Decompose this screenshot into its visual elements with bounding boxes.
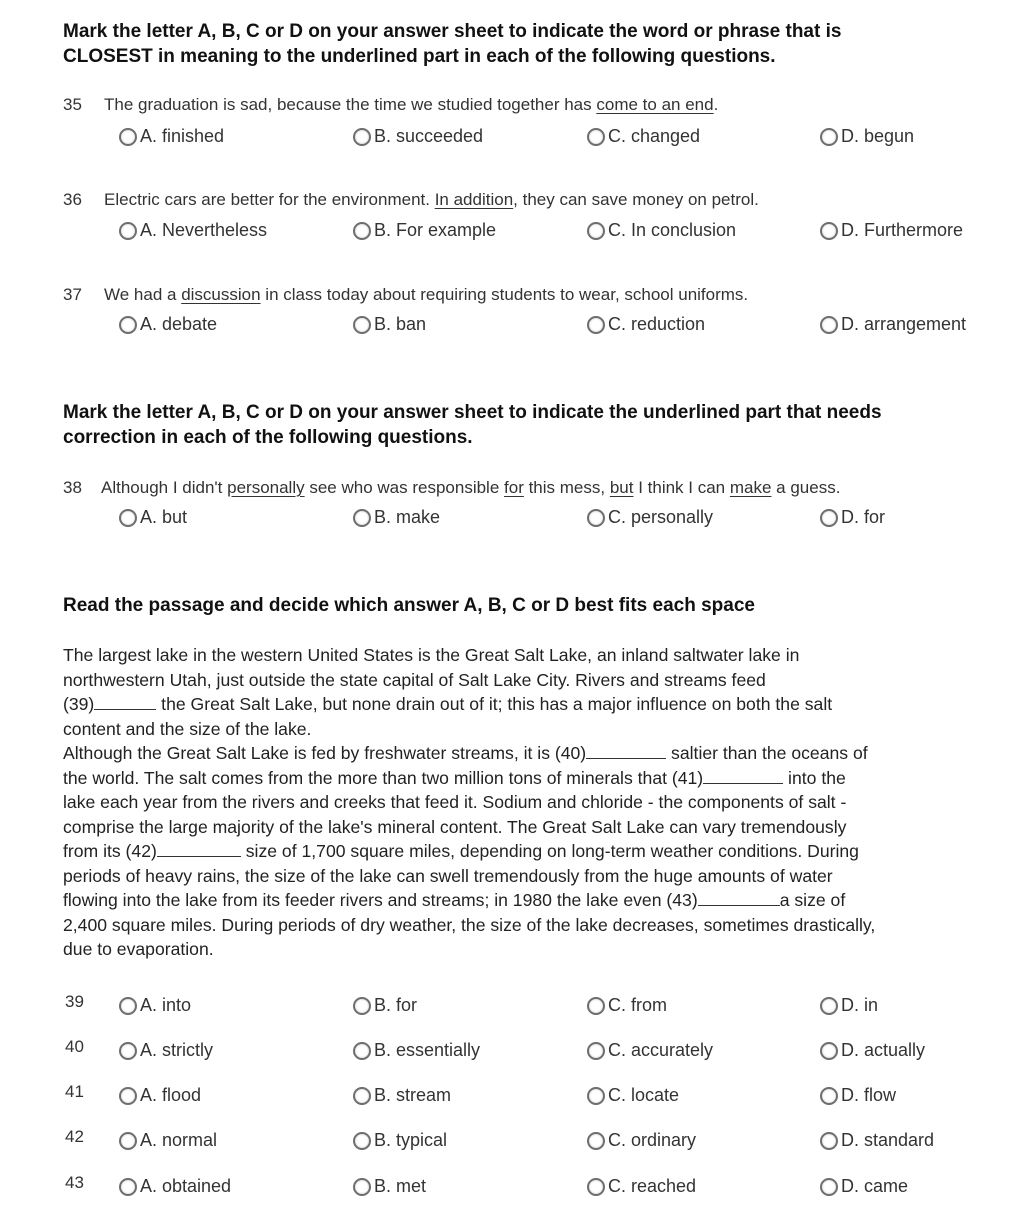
question-37-text: We had a discussion in class today about requiring students to wear, school uniforms. — [104, 285, 749, 304]
underlined-word: for — [504, 478, 524, 497]
question-number: 39 — [65, 992, 84, 1011]
radio-icon[interactable] — [353, 222, 371, 240]
blank-39 — [94, 693, 156, 710]
option-b[interactable]: B. make — [353, 507, 440, 528]
option-d[interactable]: D. for — [820, 507, 885, 528]
option-c[interactable]: C. changed — [587, 126, 700, 147]
option-a[interactable]: A. flood — [119, 1085, 201, 1106]
passage-line: The largest lake in the western United States is the Great Salt Lake, an inland saltwater lake in — [63, 645, 800, 665]
option-c[interactable]: C. accurately — [587, 1040, 713, 1061]
radio-icon[interactable] — [820, 509, 838, 527]
passage-line: northwestern Utah, just outside the state capital of Salt Lake City. Rivers and streams feed — [63, 669, 766, 690]
underlined-phrase: In addition — [434, 190, 514, 209]
radio-icon[interactable] — [587, 316, 605, 334]
radio-icon[interactable] — [587, 1132, 605, 1150]
passage-line: 2,400 square miles. During periods of dry weather, the size of the lake decreases, sometimes drastically, — [63, 914, 876, 935]
passage-line: comprise the large majority of the lake's mineral content. The Great Salt Lake can vary tremendously — [63, 816, 847, 837]
option-c[interactable]: C. locate — [587, 1085, 679, 1106]
underlined-word: make — [729, 478, 772, 497]
radio-icon[interactable] — [353, 1087, 371, 1105]
option-b[interactable]: B. for — [353, 995, 417, 1016]
option-a[interactable]: A. strictly — [119, 1040, 213, 1061]
option-a[interactable]: A. debate — [119, 314, 217, 335]
radio-icon[interactable] — [119, 316, 137, 334]
question-36-text: Electric cars are better for the environment. In addition, they can save money on petrol. — [104, 190, 759, 209]
instruction-line: correction in each of the following questions. — [63, 427, 473, 448]
question-number: 40 — [65, 1037, 84, 1056]
option-d[interactable]: D. in — [820, 995, 878, 1016]
question-number: 36 — [63, 190, 82, 209]
passage-line: flowing into the lake from its feeder rivers and streams; in 1980 the lake even (43) a size of — [63, 890, 846, 910]
question-number: 42 — [65, 1127, 84, 1146]
radio-icon[interactable] — [820, 1087, 838, 1105]
radio-icon[interactable] — [353, 1178, 371, 1196]
radio-icon[interactable] — [353, 316, 371, 334]
radio-icon[interactable] — [587, 222, 605, 240]
radio-icon[interactable] — [587, 509, 605, 527]
radio-icon[interactable] — [587, 1178, 605, 1196]
passage-line: (39) the Great Salt Lake, but none drain out of it; this has a major influence on both the salt — [63, 694, 833, 714]
question-number: 35 — [63, 95, 82, 114]
option-a[interactable]: A. normal — [119, 1130, 217, 1151]
option-d[interactable]: D. came — [820, 1176, 908, 1197]
blank-41 — [703, 767, 783, 784]
option-b[interactable]: B. essentially — [353, 1040, 480, 1061]
option-c[interactable]: C. ordinary — [587, 1130, 696, 1151]
option-d[interactable]: D. standard — [820, 1130, 934, 1151]
passage-line: Although the Great Salt Lake is fed by freshwater streams, it is (40) saltier than the oceans of — [63, 743, 868, 763]
question-number: 38 — [63, 478, 82, 497]
option-d[interactable]: D. arrangement — [820, 314, 966, 335]
passage-line: content and the size of the lake. — [63, 718, 312, 739]
radio-icon[interactable] — [820, 316, 838, 334]
radio-icon[interactable] — [820, 222, 838, 240]
radio-icon[interactable] — [820, 1178, 838, 1196]
radio-icon[interactable] — [353, 1132, 371, 1150]
radio-icon[interactable] — [820, 1042, 838, 1060]
radio-icon[interactable] — [119, 509, 137, 527]
radio-icon[interactable] — [820, 1132, 838, 1150]
passage-instructions — [63, 593, 963, 618]
instruction-line: Read the passage and decide which answer A, B, C or D best fits each space — [63, 595, 755, 616]
passage-line: periods of heavy rains, the size of the lake can swell tremendously from the huge amounts of water — [63, 865, 833, 886]
radio-icon[interactable] — [587, 1042, 605, 1060]
option-a[interactable]: A. but — [119, 507, 187, 528]
instruction-line: Mark the letter A, B, C or D on your answer sheet to indicate the word or phrase that is — [63, 21, 842, 42]
option-b[interactable]: B. For example — [353, 220, 496, 241]
radio-icon[interactable] — [353, 509, 371, 527]
option-b[interactable]: B. met — [353, 1176, 426, 1197]
instruction-line: CLOSEST in meaning to the underlined part in each of the following questions. — [63, 46, 776, 67]
option-d[interactable]: D. begun — [820, 126, 914, 147]
option-b[interactable]: B. stream — [353, 1085, 451, 1106]
option-a[interactable]: A. finished — [119, 126, 224, 147]
radio-icon[interactable] — [820, 128, 838, 146]
option-a[interactable]: A. Nevertheless — [119, 220, 267, 241]
radio-icon[interactable] — [587, 1087, 605, 1105]
question-number: 43 — [65, 1173, 84, 1192]
option-a[interactable]: A. into — [119, 995, 191, 1016]
radio-icon[interactable] — [353, 128, 371, 146]
option-a[interactable]: A. obtained — [119, 1176, 231, 1197]
radio-icon[interactable] — [119, 128, 137, 146]
option-c[interactable]: C. from — [587, 995, 667, 1016]
option-d[interactable]: D. actually — [820, 1040, 925, 1061]
radio-icon[interactable] — [587, 997, 605, 1015]
option-c[interactable]: C. reduction — [587, 314, 705, 335]
option-d[interactable]: D. Furthermore — [820, 220, 963, 241]
passage-line: lake each year from the rivers and creeks that feed it. Sodium and chloride - the components of salt - — [63, 792, 847, 812]
blank-40 — [586, 742, 666, 759]
passage-line: from its (42) size of 1,700 square miles, depending on long-term weather conditions. During — [63, 841, 859, 861]
option-b[interactable]: B. succeeded — [353, 126, 483, 147]
question-35-text: The graduation is sad, because the time we studied together has come to an end. — [104, 95, 719, 114]
underlined-word: personally — [227, 478, 305, 497]
radio-icon[interactable] — [820, 997, 838, 1015]
radio-icon[interactable] — [119, 997, 137, 1015]
option-b[interactable]: B. typical — [353, 1130, 447, 1151]
passage-line: the world. The salt comes from the more than two million tons of minerals that (41) into the — [63, 767, 846, 788]
radio-icon[interactable] — [353, 1042, 371, 1060]
option-c[interactable]: C. reached — [587, 1176, 696, 1197]
passage-line: due to evaporation. — [63, 939, 214, 959]
option-c[interactable]: C. In conclusion — [587, 220, 736, 241]
radio-icon[interactable] — [353, 997, 371, 1015]
option-b[interactable]: B. ban — [353, 314, 426, 335]
blank-42 — [157, 840, 241, 857]
question-38-text: Although I didn't personally see who was responsible for this mess, but I think I can make a guess. — [101, 478, 841, 497]
radio-icon[interactable] — [119, 1087, 137, 1105]
error-correction-instructions — [63, 400, 963, 450]
option-c[interactable]: C. personally — [587, 507, 713, 528]
question-number: 37 — [63, 285, 82, 304]
underlined-phrase: discussion — [181, 285, 261, 304]
reading-passage — [63, 643, 963, 962]
radio-icon[interactable] — [119, 1132, 137, 1150]
option-d[interactable]: D. flow — [820, 1085, 896, 1106]
radio-icon[interactable] — [587, 128, 605, 146]
closest-meaning-instructions — [63, 19, 963, 69]
blank-43 — [698, 889, 780, 906]
question-number: 41 — [65, 1082, 84, 1101]
radio-icon[interactable] — [119, 1042, 137, 1060]
underlined-phrase: come to an end — [596, 95, 714, 114]
underlined-word: but — [609, 478, 634, 497]
radio-icon[interactable] — [119, 1178, 137, 1196]
radio-icon[interactable] — [119, 222, 137, 240]
instruction-line: Mark the letter A, B, C or D on your answer sheet to indicate the underlined part that needs — [63, 402, 882, 423]
